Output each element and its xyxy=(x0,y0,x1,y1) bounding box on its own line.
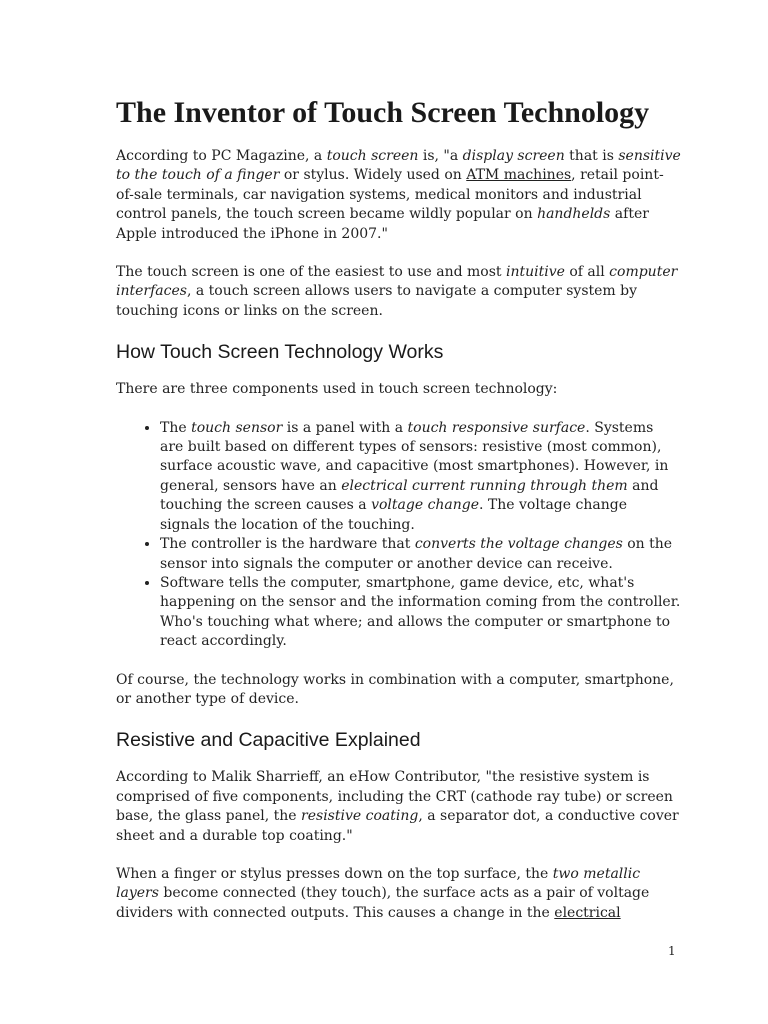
text-run: When a finger or stylus presses down on the top surface, the xyxy=(116,865,553,882)
italic-term: converts the voltage changes xyxy=(414,536,623,553)
italic-term: touch responsive surface xyxy=(407,419,586,436)
list-item-controller xyxy=(160,535,681,574)
text-run: The touch screen is one of the easiest to use and most xyxy=(116,264,506,281)
section-heading-resistive-capacitive: Resistive and Capacitive Explained xyxy=(116,729,421,752)
resistive-paragraph xyxy=(116,768,681,846)
text-run: and touching the screen causes a xyxy=(160,477,659,514)
components-list xyxy=(116,419,681,652)
electrical-link[interactable]: electrical xyxy=(554,904,621,921)
text-run: The controller is the hardware that xyxy=(160,536,415,553)
italic-term: electrical current running through them xyxy=(341,477,628,494)
intro-paragraph-2 xyxy=(116,263,681,321)
atm-machines-link[interactable]: ATM machines xyxy=(466,167,572,184)
text-run: , retail point-of-sale terminals, car navigation systems, medical monitors and industrial control panels, the touch screen became wildly popular on xyxy=(116,167,664,223)
text-run: . Systems are built based on different types of sensors: resistive (most common), surface acoustic wave, and capacitive (most smartphones). However, in general, sensors have an xyxy=(160,419,669,494)
italic-term: display screen xyxy=(462,148,565,164)
italic-term: touch screen xyxy=(326,148,419,164)
text-run: . The voltage change signals the location of the touching. xyxy=(160,497,627,533)
text-run: after Apple introduced the iPhone in 2007." xyxy=(116,206,649,242)
text-run: is, "a xyxy=(418,148,463,164)
text-run: of all xyxy=(564,264,610,281)
italic-term: touch sensor xyxy=(191,419,283,436)
list-item-touch-sensor xyxy=(160,419,681,535)
text-run: The xyxy=(160,419,192,436)
stylus-paragraph xyxy=(116,865,681,923)
intro-paragraph-1 xyxy=(116,147,681,244)
page-content xyxy=(116,96,681,942)
text-run: , a touch screen allows users to navigate a computer system by touching icons or links on the screen. xyxy=(116,283,638,319)
text-run: that is xyxy=(564,148,619,164)
combination-paragraph: Of course, the technology works in combination with a computer, smartphone, or another type of device. xyxy=(116,671,674,707)
document-title: The Inventor of Touch Screen Technology xyxy=(116,96,650,129)
list-item-software xyxy=(160,574,681,652)
text-run: is a panel with a xyxy=(282,419,408,436)
italic-term: handhelds xyxy=(537,206,611,223)
italic-term: computer interfaces xyxy=(116,264,678,300)
italic-term: sensitive to the touch of a finger xyxy=(116,148,681,184)
text-run: According to PC Magazine, a xyxy=(116,148,327,164)
section-heading-how-it-works: How Touch Screen Technology Works xyxy=(116,341,444,364)
text-run: or stylus. Widely used on xyxy=(279,167,467,184)
text-run: , a separator dot, a conductive cover sheet and a durable top coating." xyxy=(116,808,679,844)
text-run: on the sensor into signals the computer or another device can receive. xyxy=(160,536,673,572)
italic-term: resistive coating xyxy=(301,808,419,825)
text-run: Software tells the computer, smartphone, game device, etc, what's happening on the sensor and the information coming from the controller. Who's touching what where; and allows the computer or smartphone to react accordingly. xyxy=(160,574,681,650)
italic-term: voltage change xyxy=(371,497,480,514)
text-run: According to Malik Sharrieff, an eHow Contributor, "the resistive system is comprised of five components, including the CRT (cathode ray tube) or screen base, the glass panel, the xyxy=(116,769,673,825)
italic-term: two metallic layers xyxy=(116,865,641,902)
components-intro: There are three components used in touch screen technology: xyxy=(116,381,558,398)
text-run: become connected (they touch), the surface acts as a pair of voltage dividers with connected outputs. This causes a change in the xyxy=(116,885,650,921)
page-number: 1 xyxy=(668,944,676,958)
italic-term: intuitive xyxy=(505,264,565,281)
